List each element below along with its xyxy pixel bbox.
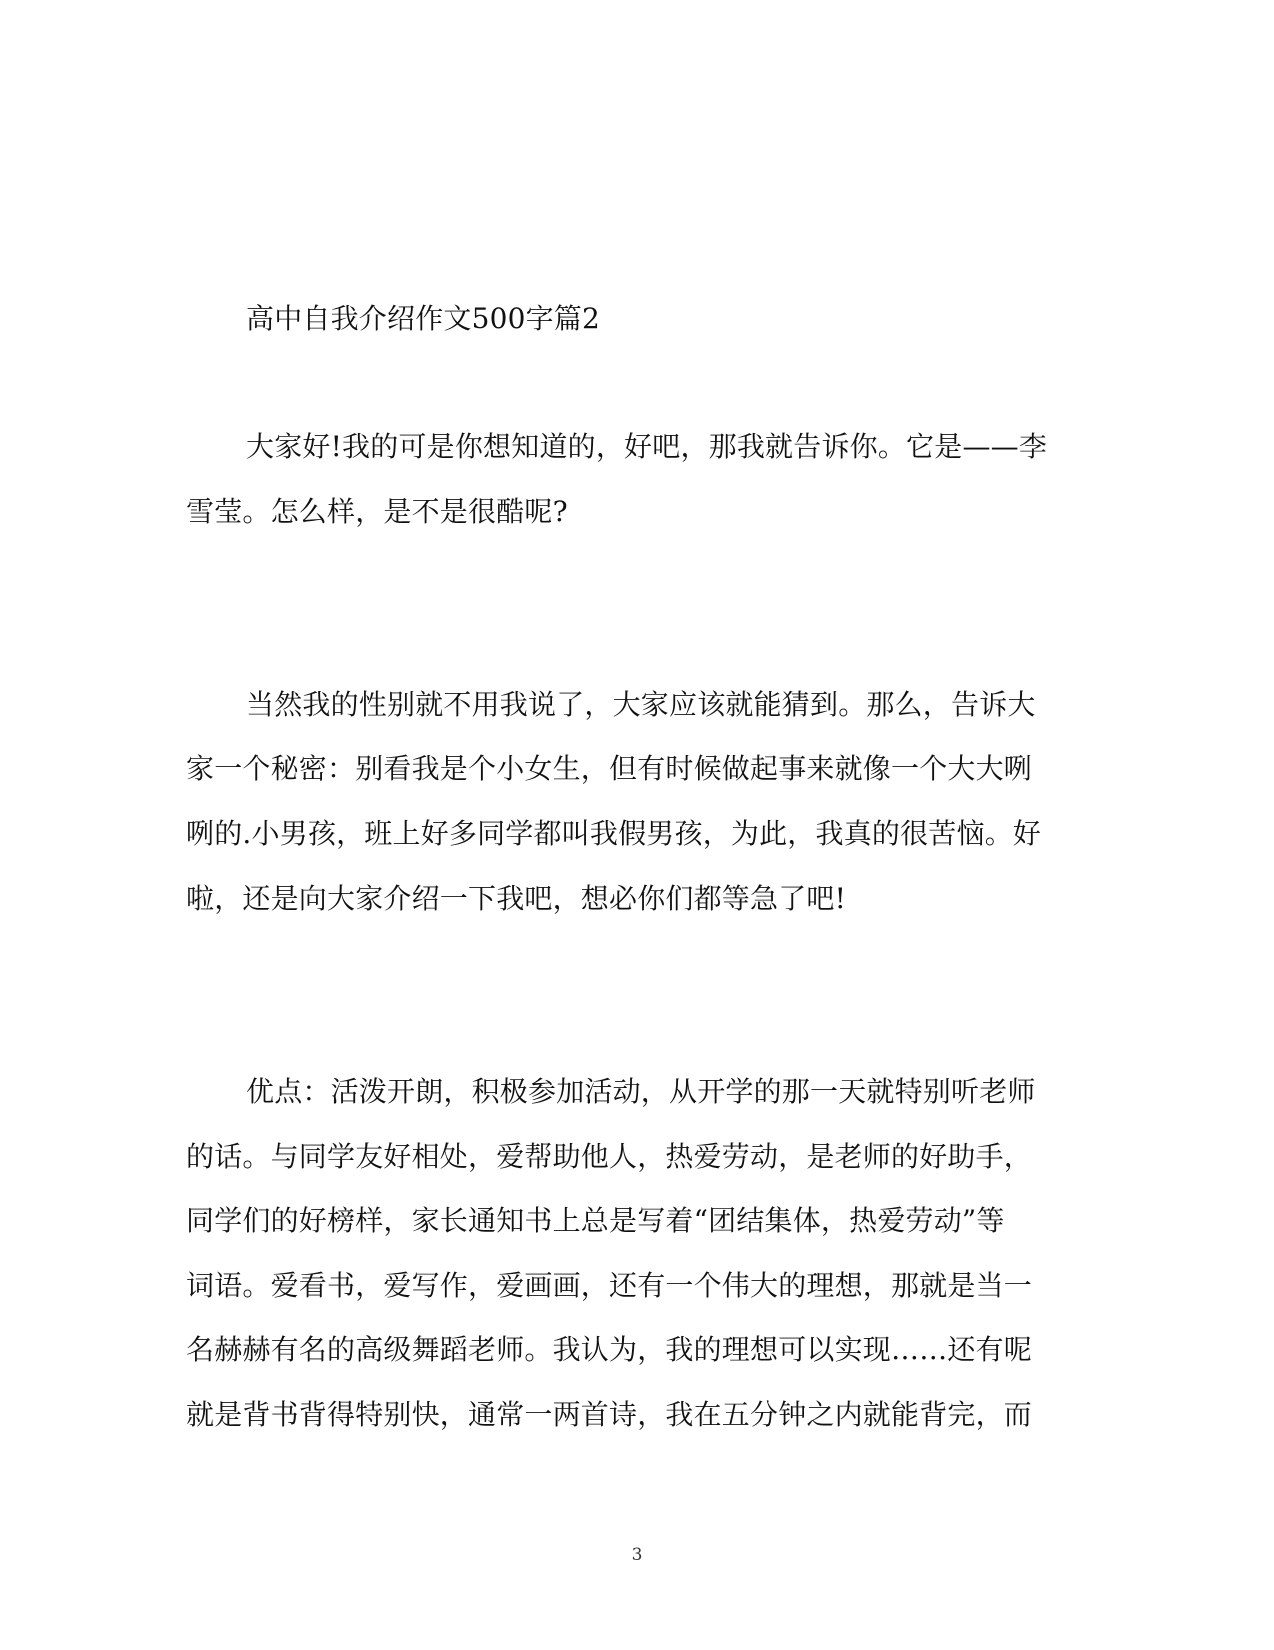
paragraph-line: 就是背书背得特别快，通常一两首诗，我在五分钟之内就能背完，而 xyxy=(186,1398,1033,1431)
paragraph-line: 词语。爱看书，爱写作，爱画画，还有一个伟大的理想，那就是当一 xyxy=(186,1269,1033,1302)
paragraph-line: 家一个秘密：别看我是个小女生，但有时候做起事来就像一个大大咧 xyxy=(186,752,1033,785)
paragraph-line: 名赫赫有名的高级舞蹈老师。我认为，我的理想可以实现……还有呢 xyxy=(186,1333,1033,1366)
paragraph-line: 当然我的性别就不用我说了，大家应该就能猜到。那么，告诉大 xyxy=(246,688,1036,721)
paragraph-line: 同学们的好榜样，家长通知书上总是写着“团结集体，热爱劳动”等 xyxy=(186,1204,1005,1237)
page-number: 3 xyxy=(631,1545,643,1565)
paragraph-line: 咧的.小男孩，班上好多同学都叫我假男孩，为此，我真的很苦恼。好 xyxy=(186,817,1042,850)
paragraph-line: 雪莹。怎么样，是不是很酷呢? xyxy=(186,495,568,528)
paragraph-line: 啦，还是向大家介绍一下我吧，想必你们都等急了吧! xyxy=(186,882,847,915)
paragraph-line: 的话。与同学友好相处，爱帮助他人，热爱劳动，是老师的好助手， xyxy=(186,1140,1033,1173)
paragraph-line: 大家好!我的可是你想知道的，好吧，那我就告诉你。它是——李 xyxy=(246,430,1048,463)
document-heading: 高中自我介绍作文500字篇2 xyxy=(246,302,601,335)
paragraph-line: 优点：活泼开朗，积极参加活动，从开学的那一天就特别听老师 xyxy=(246,1075,1036,1108)
